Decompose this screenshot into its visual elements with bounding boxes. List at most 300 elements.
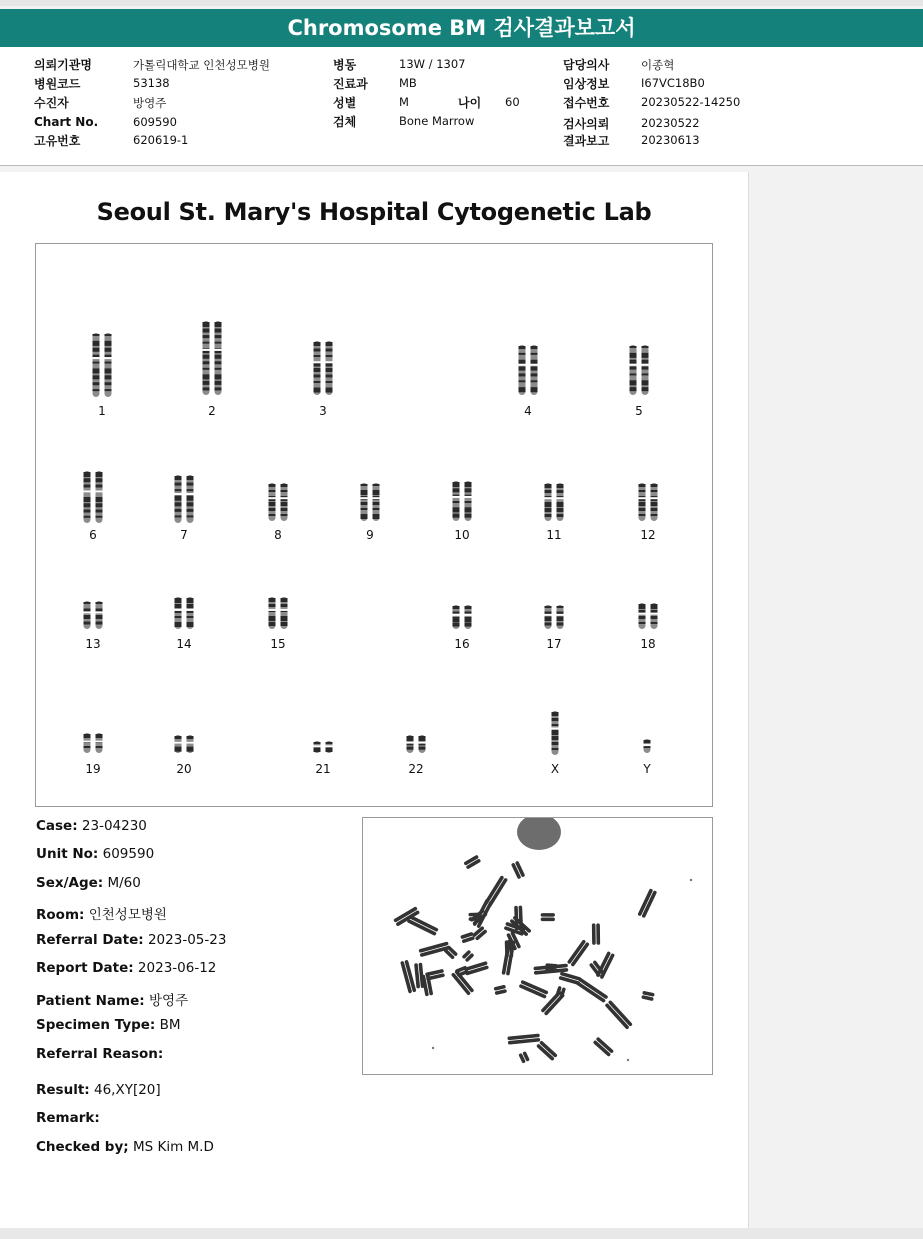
chromosome-band: [175, 496, 182, 501]
chromosome-band: [93, 375, 100, 379]
chromosome-band: [269, 484, 276, 487]
chromosome-label: 3: [319, 404, 327, 418]
chromosome-band: [557, 606, 564, 608]
centromere: [643, 744, 651, 746]
centromere: [530, 364, 538, 366]
chromosome-band: [96, 510, 103, 513]
chromosome-pair: [513, 344, 543, 396]
centromere: [83, 491, 91, 493]
case-field: [36, 875, 141, 891]
chromosome-band: [96, 472, 103, 477]
chromosome-label: 18: [640, 637, 656, 651]
chromosome-band: [175, 489, 182, 491]
chromosome-label: 13: [85, 637, 101, 651]
chromosome-band: [215, 374, 222, 379]
case-field: [36, 846, 154, 862]
chromosome-band: [96, 734, 103, 738]
chromosome-band: [84, 485, 91, 488]
chromosome-band: [105, 341, 112, 346]
chromosome-band: [644, 740, 651, 743]
chromosome-band: [545, 606, 552, 608]
chromosome-band: [187, 496, 194, 501]
centromere: [83, 611, 91, 613]
case-field-label: Report Date:: [36, 960, 134, 976]
chromosome-band: [175, 736, 182, 739]
chromosome-band: [84, 472, 91, 477]
chromosome-band: [453, 488, 460, 492]
chromosome-band: [96, 485, 103, 488]
info-value: 60: [505, 95, 520, 109]
centromere: [452, 614, 460, 616]
interphase-nucleus: [517, 818, 561, 850]
chromosome-band: [175, 604, 182, 608]
chromosome-label: Y: [643, 762, 651, 776]
chromosome-band: [314, 342, 321, 346]
bottom-bar: [0, 1228, 923, 1239]
chromosome-band: [84, 503, 91, 507]
chromosome-band: [93, 362, 100, 364]
metaphase-chromosome: [641, 991, 655, 1001]
chromosome-band: [465, 623, 472, 627]
case-field-label: Result:: [36, 1082, 90, 1098]
chromosome-band: [96, 478, 103, 482]
centromere: [464, 614, 472, 616]
chromosome-pair: [447, 604, 477, 630]
chromosome-band: [373, 514, 380, 519]
chromosome-band: [93, 389, 100, 391]
chromosome-band: [639, 616, 646, 619]
chromosome-band: [651, 604, 658, 609]
chromosome-label: 19: [85, 762, 101, 776]
info-value: 이종혁: [641, 58, 675, 72]
chromosome-band: [552, 748, 559, 750]
chromosome-band: [465, 507, 472, 512]
karyotype-panel: [35, 243, 713, 807]
centromere: [638, 613, 646, 615]
chromosome-pair: [169, 734, 199, 754]
centromere: [95, 611, 103, 613]
info-label: 병동: [333, 58, 357, 72]
chromosome-band: [531, 387, 538, 392]
info-value: 609590: [133, 115, 177, 129]
metaphase-chromosome: [414, 963, 424, 989]
chromosome-band: [84, 516, 91, 518]
chromosome-label: 12: [640, 528, 656, 542]
chromosome-band: [519, 373, 526, 376]
case-field-label: Remark:: [36, 1110, 100, 1126]
chromosome-band: [552, 736, 559, 740]
chromosome-band: [651, 622, 658, 624]
chromosome-pair: [263, 482, 293, 522]
case-field-label: Checked by;: [36, 1139, 129, 1155]
chromosome-band: [105, 334, 112, 336]
metaphase-chromosome: [484, 875, 509, 908]
chromosome-band: [105, 368, 112, 373]
info-label: 접수번호: [563, 96, 610, 110]
chromosome-pair: [447, 480, 477, 522]
info-value: 가톨릭대학교 인천성모병원: [133, 58, 270, 72]
chromosome-band: [557, 502, 564, 507]
centromere: [325, 745, 333, 747]
centromere: [95, 491, 103, 493]
chromosome-band: [187, 622, 194, 627]
case-field-value: MS Kim M.D: [132, 1139, 214, 1155]
chromosome-band: [453, 482, 460, 487]
chromosome-band: [314, 375, 321, 378]
chromosome-band: [203, 368, 210, 370]
metaphase-chromosome: [558, 972, 581, 986]
chromosome-band: [465, 501, 472, 503]
chromosome-band: [203, 335, 210, 338]
case-field-value: 방영주: [148, 993, 189, 1009]
chromosome-band: [453, 606, 460, 609]
chromosome-band: [642, 353, 649, 358]
chromosome-band: [314, 747, 321, 752]
case-field-value: BM: [159, 1017, 181, 1033]
chromosome-pair: [633, 482, 663, 522]
chromosome-pair: [308, 740, 338, 754]
metaphase-chromosome: [518, 1051, 530, 1064]
chromosome-band: [326, 375, 333, 378]
info-value: MB: [399, 76, 417, 90]
chromosome-label: 22: [408, 762, 424, 776]
chromosome-band: [314, 349, 321, 352]
chromosome-band: [281, 502, 288, 506]
chromosome-label: 7: [180, 528, 188, 542]
chromosome-label: 16: [454, 637, 470, 651]
chromosome-band: [326, 381, 333, 383]
chromosome-band: [203, 329, 210, 333]
chromosome-label: 14: [176, 637, 192, 651]
chromosome-band: [96, 746, 103, 748]
chromosome-band: [552, 730, 559, 735]
chromosome-band: [314, 381, 321, 383]
metaphase-chromosome: [536, 1040, 558, 1061]
info-label: 병원코드: [34, 77, 81, 91]
chromosome-band: [84, 478, 91, 482]
chromosome-label: 11: [546, 528, 562, 542]
chromosome-band: [651, 616, 658, 619]
chromosome-band: [531, 380, 538, 382]
chromosome-band: [187, 616, 194, 618]
chromosome-band: [642, 360, 649, 364]
chromosome-band: [84, 734, 91, 738]
chromosome-label: 10: [454, 528, 470, 542]
chromosome-band: [96, 516, 103, 518]
chromosome-band: [373, 508, 380, 510]
chromosome-band: [269, 502, 276, 506]
info-value: I67VC18B0: [641, 76, 705, 90]
chromosome-band: [187, 502, 194, 506]
chromosome-label: 4: [524, 404, 532, 418]
chromosome-band: [326, 355, 333, 357]
metaphase-chromosome: [425, 969, 445, 981]
chromosome-band: [203, 361, 210, 364]
chromosome-band: [453, 617, 460, 622]
chromosome-band: [215, 342, 222, 344]
chromosome-band: [269, 616, 276, 621]
chromosome-band: [651, 508, 658, 511]
chromosome-band: [642, 380, 649, 385]
chromosome-band: [93, 348, 100, 352]
chromosome-band: [453, 514, 460, 518]
centromere: [92, 357, 100, 359]
chromosome-band: [187, 483, 194, 486]
chromosome-band: [187, 515, 194, 517]
chromosome-label: 2: [208, 404, 216, 418]
chromosome-pair: [308, 340, 338, 396]
chromosome-band: [215, 322, 222, 327]
centromere: [556, 614, 564, 616]
info-label: 나이: [458, 96, 482, 110]
chromosome-band: [96, 615, 103, 619]
centromere: [360, 497, 368, 499]
chromosome-band: [203, 381, 210, 385]
chromosome-pair: [355, 482, 385, 522]
patient-info-panel: [0, 47, 923, 166]
chromosome-band: [630, 373, 637, 375]
case-field: [36, 1082, 161, 1098]
chromosome-band: [269, 514, 276, 516]
centromere: [95, 740, 103, 742]
chromosome-band: [187, 489, 194, 491]
chromosome-band: [557, 490, 564, 493]
case-field: [36, 960, 216, 976]
chromosome-band: [465, 514, 472, 518]
report-title: Chromosome BM 검사결과보고서: [0, 9, 923, 47]
info-value: 20230522: [641, 116, 700, 130]
chromosome-band: [361, 508, 368, 510]
case-field-value: 2023-05-23: [147, 932, 227, 948]
metaphase-chromosome: [541, 913, 555, 921]
metaphase-chromosome: [511, 861, 525, 880]
chromosome-band: [203, 387, 210, 390]
case-field-label: Specimen Type:: [36, 1017, 156, 1033]
centromere: [418, 742, 426, 744]
chromosome-band: [281, 514, 288, 516]
chromosome-band: [639, 490, 646, 492]
centromere: [556, 497, 564, 499]
chromosome-pair: [539, 604, 569, 630]
chromosome-band: [84, 497, 91, 502]
chromosome-band: [361, 514, 368, 519]
chromosome-band: [531, 353, 538, 355]
chromosome-band: [545, 617, 552, 621]
chromosome-band: [187, 604, 194, 608]
chromosome-band: [105, 348, 112, 352]
chromosome-band: [326, 349, 333, 352]
chromosome-pair: [624, 344, 654, 396]
chromosome-band: [557, 617, 564, 621]
chromosome-band: [326, 388, 333, 393]
debris-dot: [627, 1059, 629, 1061]
chromosome-band: [96, 602, 103, 604]
chromosome-band: [531, 346, 538, 349]
centromere: [174, 493, 182, 495]
chromosome-band: [314, 355, 321, 357]
chromosome-band: [639, 604, 646, 609]
centromere: [186, 493, 194, 495]
metaphase-chromosome: [502, 940, 516, 976]
chromosome-band: [639, 508, 646, 511]
chromosome-band: [642, 387, 649, 391]
chromosome-band: [203, 322, 210, 327]
centromere: [174, 742, 182, 744]
chromosome-band: [545, 514, 552, 517]
info-label: 진료과: [333, 77, 368, 91]
chromosome-band: [361, 484, 368, 486]
chromosome-band: [373, 484, 380, 486]
chromosome-band: [203, 342, 210, 344]
chromosome-band: [96, 503, 103, 507]
case-field: [36, 989, 188, 1009]
chromosome-band: [639, 484, 646, 487]
chromosome-band: [639, 502, 646, 506]
chromosome-band: [175, 598, 182, 603]
chromosome-band: [552, 712, 559, 716]
metaphase-chromosome: [464, 961, 489, 976]
chromosome-band: [545, 502, 552, 507]
chromosome-band: [269, 604, 276, 607]
metaphase-chromosome: [575, 977, 608, 1003]
info-label: 의뢰기관명: [34, 58, 92, 72]
centromere: [641, 364, 649, 366]
info-label: 검체: [333, 115, 357, 129]
chromosome-label: 20: [176, 762, 192, 776]
chromosome-band: [314, 388, 321, 393]
metaphase-chromosome: [418, 941, 450, 957]
info-value: 53138: [133, 76, 170, 90]
chromosome-band: [105, 382, 112, 385]
chromosome-band: [552, 718, 559, 721]
chromosome-pair: [87, 332, 117, 398]
chromosome-band: [93, 382, 100, 385]
chromosome-band: [314, 368, 321, 372]
chromosome-band: [545, 623, 552, 626]
chromosome-band: [651, 514, 658, 516]
chromosome-band: [651, 502, 658, 506]
chromosome-band: [519, 367, 526, 371]
chromosome-band: [545, 490, 552, 493]
chromosome-band: [545, 484, 552, 488]
chromosome-band: [84, 602, 91, 604]
debris-dot: [690, 879, 692, 881]
chromosome-band: [175, 476, 182, 480]
info-label: 성별: [333, 96, 357, 110]
chromosome-band: [639, 622, 646, 624]
chromosome-band: [215, 355, 222, 359]
info-label: 담당의사: [563, 58, 610, 72]
chromosome-label: 17: [546, 637, 562, 651]
chromosome-label: X: [550, 762, 560, 776]
chromosome-band: [215, 368, 222, 370]
chromosome-label: 9: [366, 528, 374, 542]
lab-title: Seoul St. Mary's Hospital Cytogenetic Lab: [96, 198, 652, 226]
case-field: [36, 1139, 214, 1155]
info-value: 방영주: [133, 96, 167, 110]
metaphase-chromosome: [605, 1000, 633, 1030]
chromosome-band: [644, 746, 651, 748]
metaphase-chromosome: [519, 980, 549, 999]
chromosome-band: [281, 508, 288, 511]
chromosome-band: [93, 341, 100, 346]
chromosome-band: [361, 502, 368, 505]
metaphase-image: [362, 817, 713, 1075]
case-field-label: Referral Reason:: [36, 1046, 164, 1062]
chromosome-band: [281, 616, 288, 621]
case-field-label: Room:: [36, 907, 85, 923]
metaphase-chromosome: [567, 939, 590, 967]
chromosome-band: [465, 617, 472, 622]
chromosome-label: 21: [315, 762, 331, 776]
chromosome-band: [465, 612, 472, 614]
chromosome-band: [519, 353, 526, 355]
chromosome-band: [361, 490, 368, 495]
metaphase-chromosome: [507, 1034, 540, 1045]
chromosome-band: [552, 742, 559, 745]
chromosome-band: [84, 746, 91, 748]
chromosome-pair: [78, 600, 108, 630]
centromere: [325, 361, 333, 363]
centromere: [280, 497, 288, 499]
chromosome-band: [269, 490, 276, 492]
centromere: [406, 742, 414, 744]
case-field-label: Referral Date:: [36, 932, 144, 948]
chromosome-pair: [78, 470, 108, 524]
chromosome-label: 8: [274, 528, 282, 542]
chromosome-band: [281, 484, 288, 487]
centromere: [104, 357, 112, 359]
case-field: [36, 1017, 181, 1033]
chromosome-band: [557, 508, 564, 512]
chromosome-band: [215, 361, 222, 364]
metaphase-chromosome: [592, 923, 600, 945]
centromere: [186, 742, 194, 744]
chromosome-band: [630, 387, 637, 391]
chromosome-band: [187, 747, 194, 752]
chromosome-band: [407, 736, 414, 741]
chromosome-band: [373, 490, 380, 495]
case-field: [36, 818, 147, 834]
case-field: [36, 1110, 100, 1126]
centromere: [464, 496, 472, 498]
case-field: [36, 932, 226, 948]
case-field-label: Case:: [36, 818, 78, 834]
chromosome-pair: [197, 320, 227, 396]
info-label: Chart No.: [34, 115, 99, 129]
centromere: [544, 614, 552, 616]
chromosome-band: [84, 510, 91, 513]
chromosome-band: [552, 724, 559, 726]
info-label: 임상정보: [563, 77, 610, 91]
chromosome-band: [175, 616, 182, 618]
info-value: 13W / 1307: [399, 57, 466, 71]
chromosome-band: [407, 747, 414, 750]
chromosome-band: [630, 353, 637, 358]
case-field-value: M/60: [107, 875, 141, 891]
chromosome-band: [630, 346, 637, 348]
chromosome-band: [84, 622, 91, 625]
info-label: 검사의뢰: [563, 117, 610, 131]
centromere: [280, 609, 288, 611]
metaphase-chromosome: [494, 985, 508, 996]
chromosome-label: 5: [635, 404, 643, 418]
chromosome-band: [642, 373, 649, 375]
chromosome-band: [93, 334, 100, 336]
chromosome-band: [281, 490, 288, 492]
chromosome-band: [326, 747, 333, 752]
chromosome-band: [175, 483, 182, 486]
